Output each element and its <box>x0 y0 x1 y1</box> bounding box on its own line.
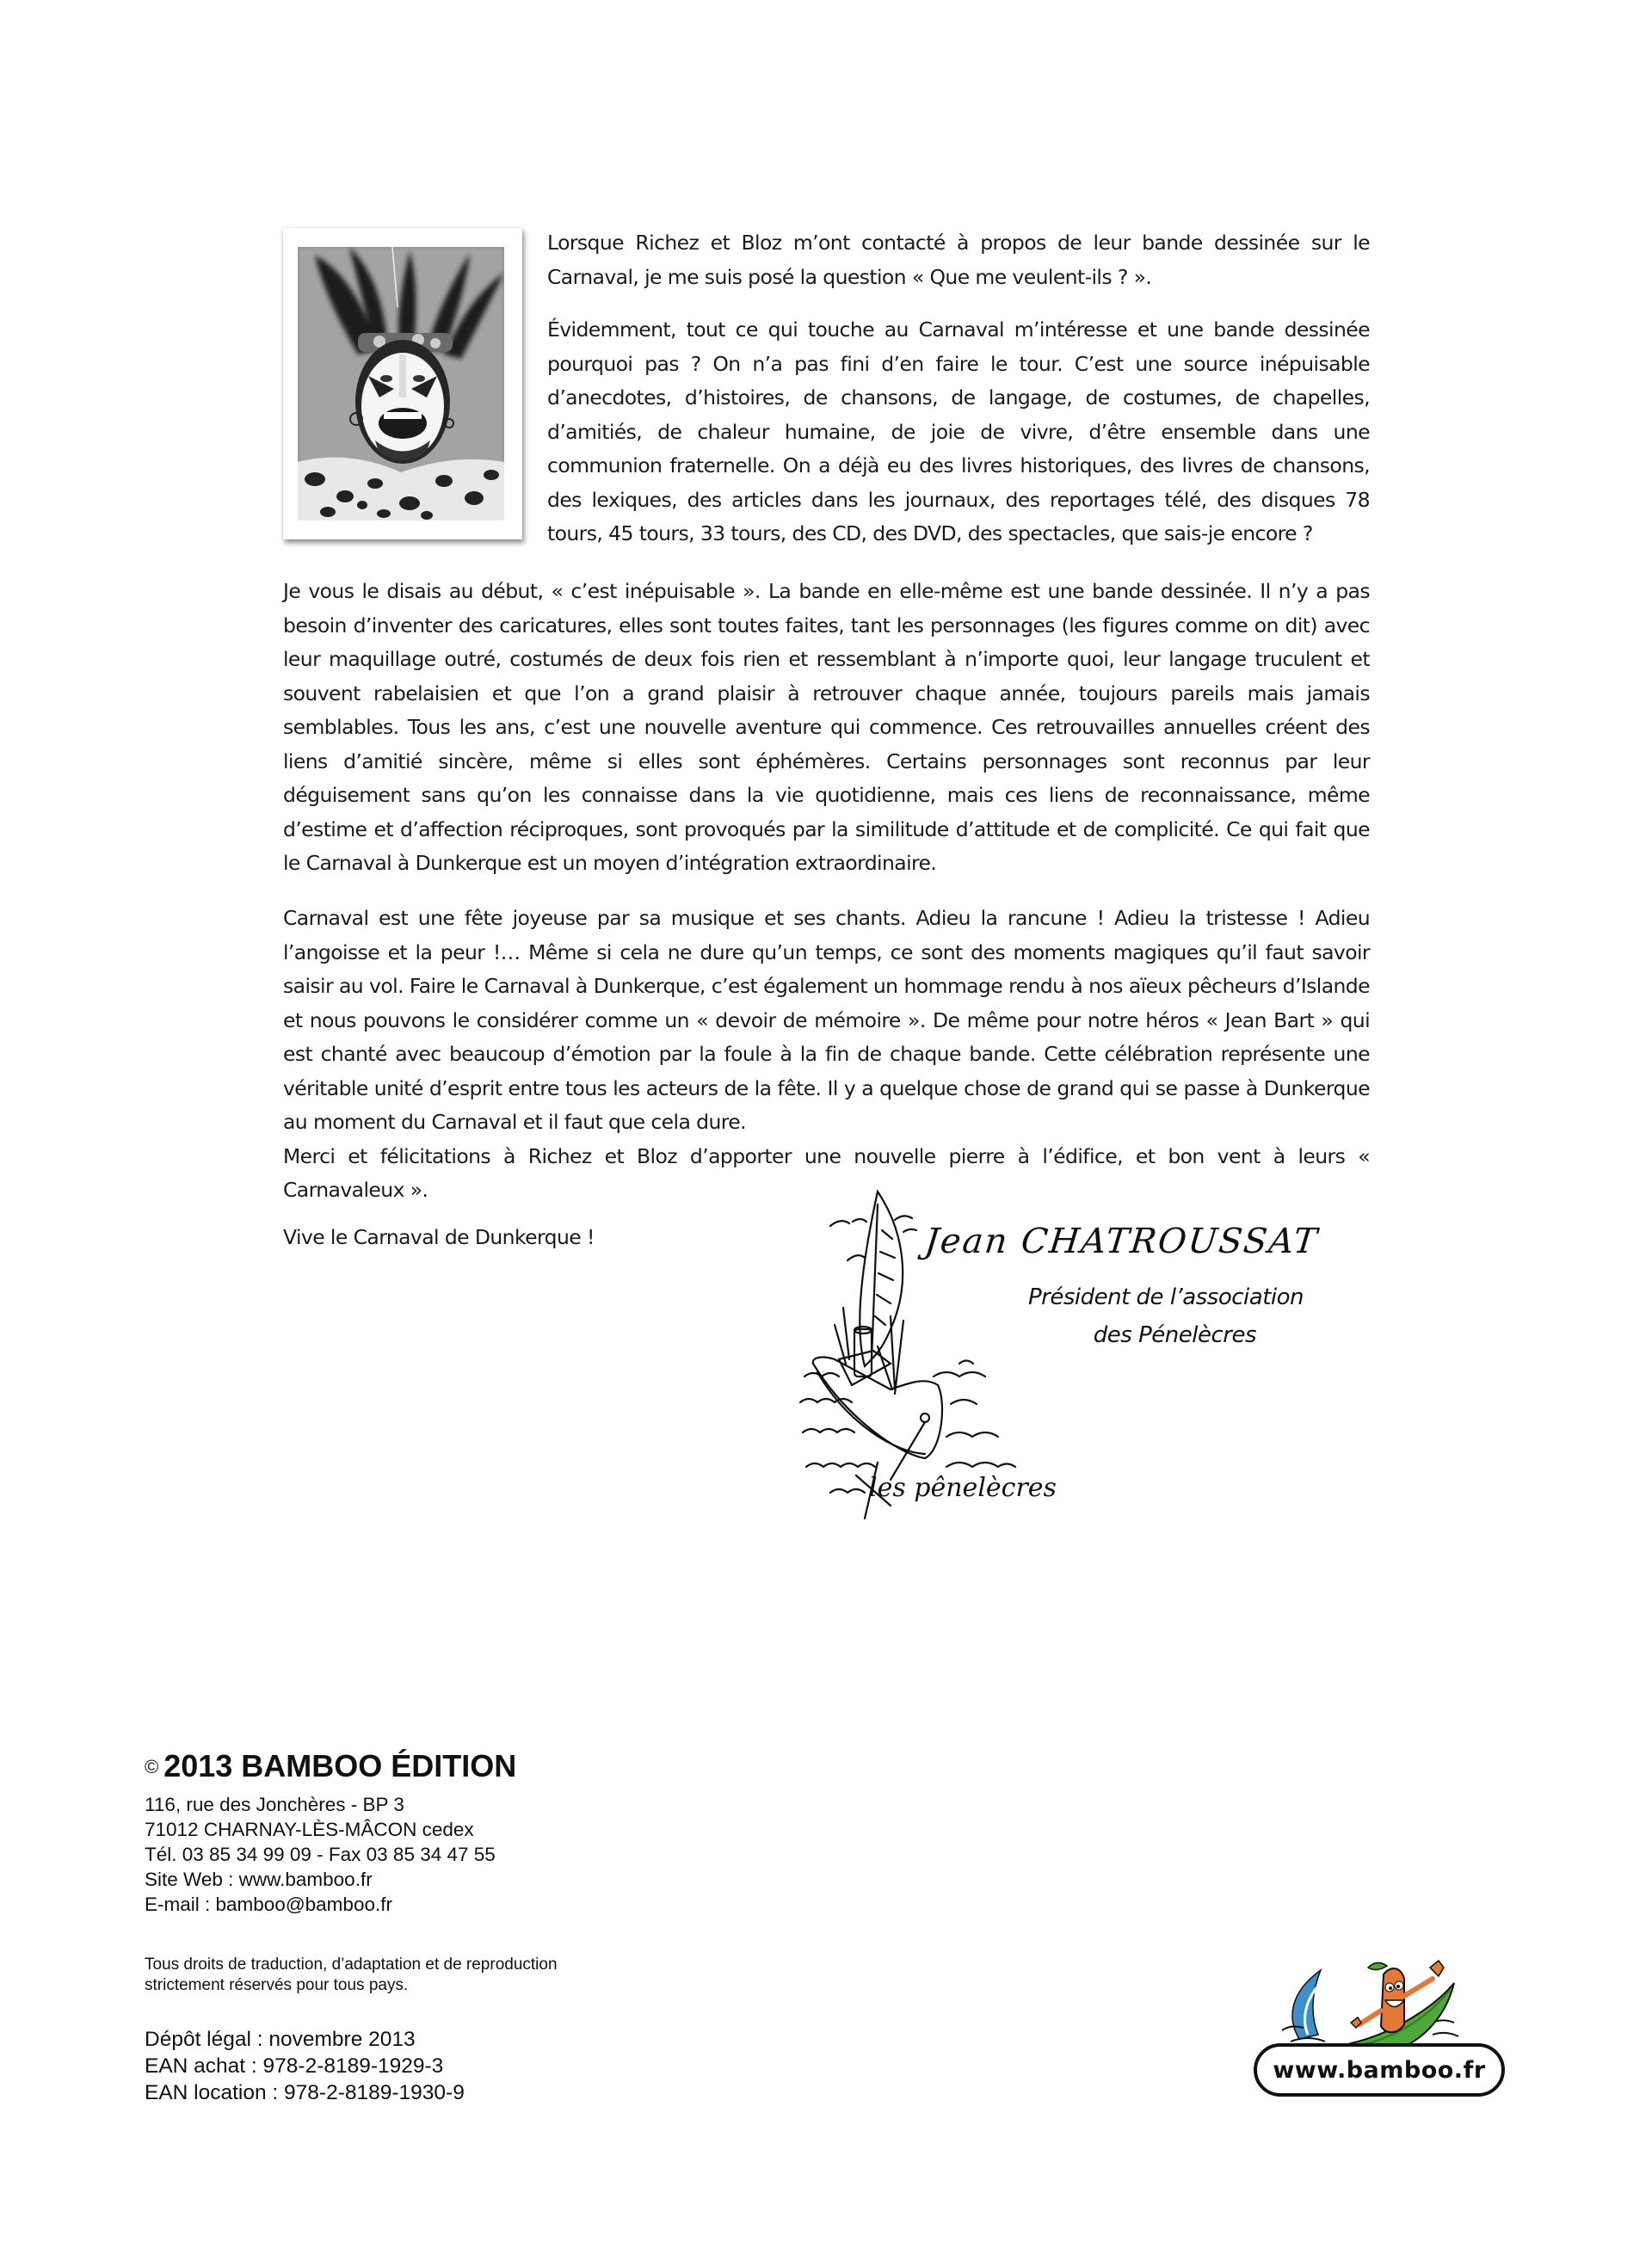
carnival-figure-photo <box>298 247 504 520</box>
legal-deposit: Dépôt légal : novembre 2013 <box>145 2028 416 2051</box>
body-paragraph: Carnaval est une fête joyeuse par sa musique et ses chants. Adieu la rancune ! Adieu la tristesse ! Adieu l’angoisse et la peur !… Même si cela ne dure qu’un temps, ce sont des moments magiques qu’il faut savoir saisir au vol. Faire le Carnaval à Dunkerque, c’est également un hommage rendu à nos aïeux pêcheurs d’Islande et nous pouvons le considérer comme un « devoir de mémoire ». De même pour notre héros « Jean Bart » qui est chanté avec beaucoup d’émotion par la foule à la fin de chaque bande. Cette célébration représente une véritable unité d’esprit entre tous les acteurs de la fête. Il y a quelque chose de grand qui se passe à Dunkerque au moment du Carnaval et il faut que cela dure. <box>283 906 1370 1134</box>
bamboo-logo[interactable] <box>1239 1949 1523 2112</box>
address-line: 71012 CHARNAY-LÈS-MÂCON cedex <box>145 1819 474 1840</box>
rights-notice <box>145 1955 558 1996</box>
carnival-photo-illustration <box>298 247 504 520</box>
body-text <box>283 575 1370 881</box>
body-text-2 <box>283 902 1370 1208</box>
phone-fax-line: Tél. 03 85 34 99 09 - Fax 03 85 34 47 55 <box>145 1844 496 1865</box>
rights-line: strictement réservés pour tous pays. <box>145 1976 409 1994</box>
copyright-icon: © <box>145 1756 159 1777</box>
email-line: E-mail : bamboo@bamboo.fr <box>145 1894 392 1915</box>
bamboo-website-link[interactable]: www.bamboo.fr <box>1254 2043 1505 2097</box>
emblem-handwritten-text: les pênelècres <box>869 1473 1057 1503</box>
website-line: Site Web : www.bamboo.fr <box>145 1869 373 1890</box>
intro-paragraph: Évidemment, tout ce qui touche au Carnaval m’intéresse et une bande dessinée pourquoi pas ? On n’a pas fini d’en faire le tour. C’est une source inépuisable d’anecdotes, d’histoires, de chansons, de langage, de costumes, de chapelles, d’amitiés, de chaleur humaine, de joie de vivre, d’être ensemble dans une communion fraternelle. On a déjà eu des livres historiques, des livres de chansons, des lexiques, des articles dans les journaux, des reportages télé, des disques 78 tours, 45 tours, 33 tours, des CD, des DVD, des spectacles, que sais-je encore ? <box>547 317 1370 545</box>
address-line: 116, rue des Jonchères - BP 3 <box>145 1794 404 1815</box>
signature-name: Jean CHATROUSSAT <box>922 1222 1321 1261</box>
copyright-text: 2013 BAMBOO ÉDITION <box>163 1748 517 1783</box>
signature-role: Président de l’association <box>1027 1284 1304 1310</box>
ean-purchase: EAN achat : 978-2-8189-1929-3 <box>145 2054 444 2078</box>
body-paragraph: Je vous le disais au début, « c’est inépuisable ». La bande en elle-même est une bande dessinée. Il n’y a pas besoin d’inventer des caricatures, elles sont toutes faites, tant les personnages (les figures comme on dit) avec leur maquillage outré, costumés de deux fois rien et ressemblant à n’importe quoi, leur langage truculent et souvent rabelaisien et que l’on a grand plaisir à retrouver chaque année, toujours pareils mais jamais semblables. Tous les ans, c’est une nouvelle aventure qui commence. Ces retrouvailles annuelles créent des liens d’amitié sincère, même si elles sont éphémères. Certains personnages sont reconnus par leur déguisement sans qu’on les connaisse dans la vie quotidienne, mais ces liens de reconnaissance, même d’estime et d’affection réciproques, sont provoqués par la similitude d’attitude et de complicité. Ce qui fait que le Carnaval à Dunkerque est un moyen d’intégration extraordinaire. <box>283 579 1370 875</box>
bamboo-mascot-icon <box>1239 1949 1523 2052</box>
closing-line: Vive le Carnaval de Dunkerque ! <box>283 1225 595 1249</box>
body-paragraph: Merci et félicitations à Richez et Bloz d’apporter une nouvelle pierre à l’édifice, et bon vent à leurs « Carnavaleux ». <box>283 1143 1370 1202</box>
rights-line: Tous droits de traduction, d’adaptation et de reproduction <box>145 1956 558 1974</box>
copyright-heading <box>145 1748 516 1784</box>
legal-info <box>145 2026 465 2106</box>
intro-paragraph: Lorsque Richez et Bloz m’ont contacté à propos de leur bande dessinée sur le Carnaval, je me suis posé la question « Que me veulent-ils ? ». <box>547 231 1370 289</box>
carnival-photo-frame <box>283 228 522 539</box>
intro-text <box>547 226 1370 551</box>
ean-rental: EAN location : 978-2-8189-1930-9 <box>145 2081 465 2104</box>
signature-association: des Pénelècres <box>1093 1322 1256 1348</box>
publisher-address <box>145 1792 496 1917</box>
